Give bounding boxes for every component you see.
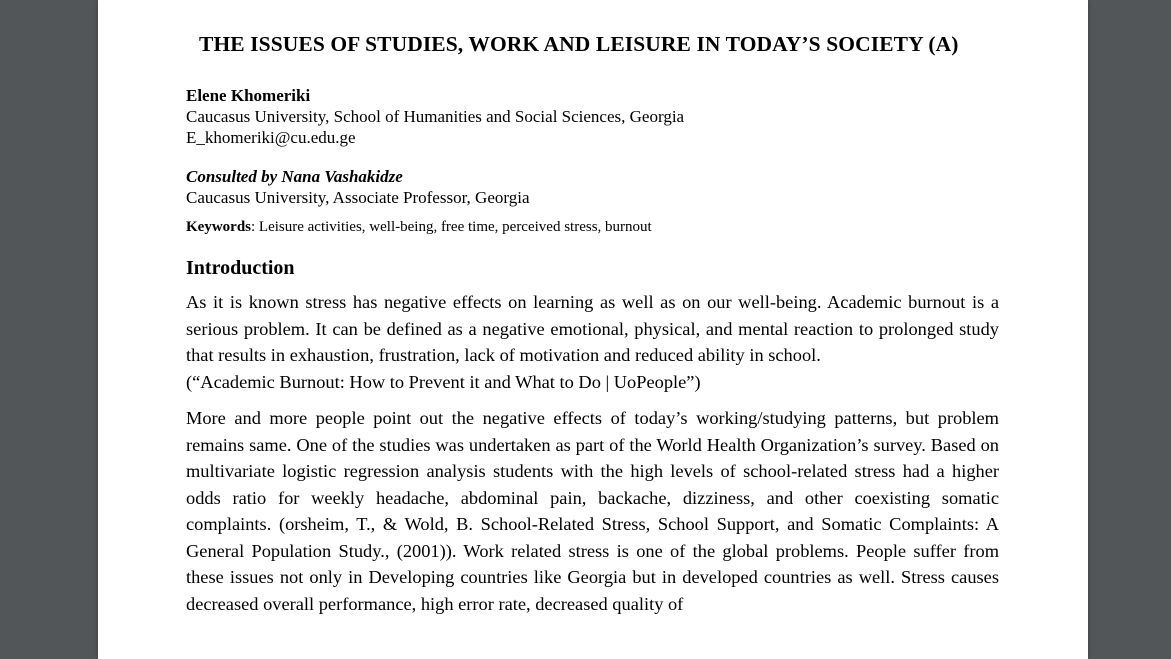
author-affiliation: Caucasus University, School of Humanities and Social Sciences, Georgia	[186, 107, 685, 126]
keywords-text: : Leisure activities, well-being, free time, perceived stress, burnout	[251, 219, 652, 235]
consultant-block	[186, 166, 999, 208]
page-content	[186, 0, 999, 617]
document-title: THE ISSUES OF STUDIES, WORK AND LEISURE IN TODAY’S SOCIETY (A)	[199, 32, 959, 56]
introduction-heading: Introduction	[186, 257, 295, 279]
introduction-paragraph-1	[186, 289, 999, 395]
keywords-line	[186, 217, 999, 237]
paragraph-1-citation: (“Academic Burnout: How to Prevent it and What to Do | UoPeople”)	[186, 371, 701, 392]
author-email: E_khomeriki@cu.edu.ge	[186, 128, 356, 147]
consultant-affiliation: Caucasus University, Associate Professor, Georgia	[186, 188, 530, 207]
author-block	[186, 85, 999, 148]
keywords-label: Keywords	[186, 219, 251, 235]
paragraph-1-text: As it is known stress has negative effects on learning as well as on our well-being. Academic burnout is a serious problem. It can be defined as a negative emotional, physical, and mental reaction to prolonged study that results in exhaustion, frustration, lack of motivation and reduced ability in school.	[186, 292, 999, 365]
consultant-name: Consulted by Nana Vashakidze	[186, 167, 403, 186]
introduction-paragraph-2: More and more people point out the negative effects of today’s working/studying patterns, but problem remains same. One of the studies was undertaken as part of the World Health Organization’s survey. Based on multivariate logistic regression analysis students with the high levels of school-related stress had a higher odds ratio for weekly headache, abdominal pain, backache, dizziness, and other coexisting somatic complaints. (orsheim, T., & Wold, B. School-Related Stress, School Support, and Somatic Complaints: A General Population Study., (2001)). Work related stress is one of the global problems. People suffer from these issues not only in Developing countries like Georgia but in developed countries as well. Stress causes decreased overall performance, high error rate, decreased quality of	[186, 408, 999, 614]
author-name: Elene Khomeriki	[186, 86, 311, 105]
document-page	[98, 0, 1088, 659]
